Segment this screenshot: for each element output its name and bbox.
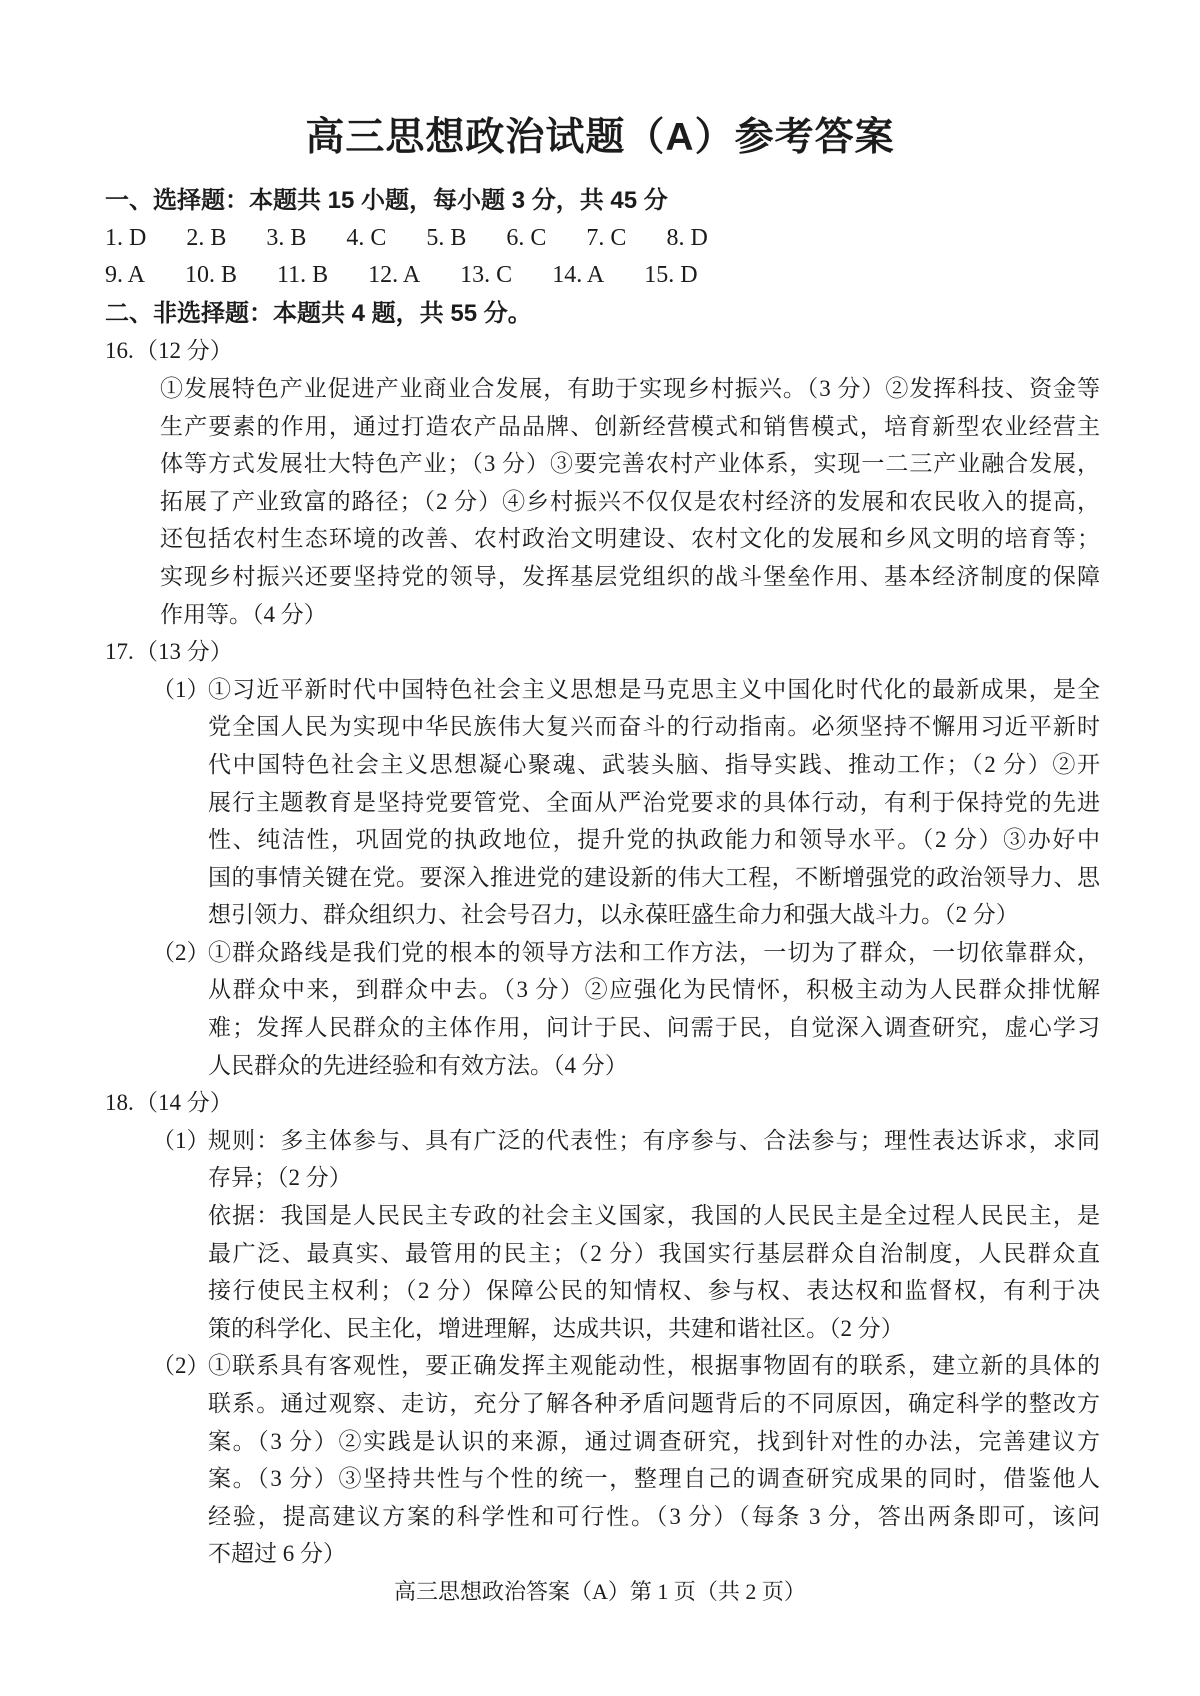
question — [105, 633, 1100, 1084]
sub-question-marker: （1） — [152, 676, 210, 702]
answer-line: 还包括农村生态环境的改善、农村政治文明建设、农村文化的发展和乡风文明的培育等； — [160, 526, 1100, 552]
answer-line: 拓展了产业致富的路径；（2 分）④乡村振兴不仅仅是农村经济的发展和农民收入的提高， — [160, 488, 1100, 514]
answer-block — [105, 1122, 1100, 1348]
answer-item: 12. A — [368, 262, 421, 289]
answer-line: ①习近平新时代中国特色社会主义思想是马克思主义中国化时代化的最新成果，是全 — [208, 676, 1100, 702]
answer-row — [105, 257, 1100, 295]
question — [105, 1084, 1100, 1573]
sub-question-marker: （1） — [152, 1127, 210, 1153]
answer-block — [105, 1347, 1100, 1573]
answer-item: 8. D — [666, 224, 708, 251]
answer-line: 作用等。（4 分） — [160, 601, 327, 627]
answer-line: ①发展特色产业促进产业商业合发展，有助于实现乡村振兴。（3 分）②发挥科技、资金等 — [160, 375, 1100, 401]
answer-line: 从群众中来，到群众中去。（3 分）②应强化为民情怀，积极主动为人民群众排忧解 — [208, 977, 1100, 1003]
answer-line: 接行使民主权利；（2 分）保障公民的知情权、参与权、表达权和监督权，有利于决 — [208, 1278, 1100, 1304]
answer-line: 难；发挥人民群众的主体作用，问计于民、问需于民，自觉深入调查研究，虚心学习 — [208, 1015, 1100, 1041]
questions — [105, 332, 1100, 1573]
answer-item: 7. C — [586, 224, 627, 251]
answer-line: ①群众路线是我们党的根本的领导方法和工作方法，一切为了群众，一切依靠群众， — [208, 939, 1100, 965]
question-score: （12 分） — [135, 338, 233, 364]
question-number: 18. — [105, 1090, 134, 1116]
answer-line: 党全国人民为实现中华民族伟大复兴而奋斗的行动指南。必须坚持不懈用习近平新时 — [208, 714, 1100, 740]
answer-lines — [208, 1347, 1100, 1573]
answer-line: 体等方式发展壮大特色产业；（3 分）③要完善农村产业体系，实现一二三产业融合发展， — [160, 451, 1100, 477]
answer-line: 人民群众的先进经验和有效方法。（4 分） — [208, 1052, 628, 1078]
question-header — [105, 1084, 1100, 1122]
answer-line: 案。（3 分）②实践是认识的来源，通过调查研究，找到针对性的办法，完善建议方 — [208, 1428, 1100, 1454]
answer-item: 5. B — [426, 224, 467, 251]
answer-line: 性、纯洁性，巩固党的执政地位，提升党的执政能力和领导水平。（2 分）③办好中 — [208, 827, 1100, 853]
answer-line: 国的事情关键在党。要深入推进党的建设新的伟大工程，不断增强党的政治领导力、思 — [208, 864, 1100, 890]
answer-item: 13. C — [460, 262, 513, 289]
answer-line: 想引领力、群众组织力、社会号召力，以永葆旺盛生命力和强大战斗力。（2 分） — [208, 902, 1019, 928]
question — [105, 332, 1100, 633]
page-footer: 高三思想政治答案（A）第 1 页（共 2 页） — [394, 1578, 806, 1604]
answer-item: 9. A — [105, 262, 146, 289]
answer-item: 15. D — [644, 262, 698, 289]
answer-item: 10. B — [185, 262, 238, 289]
answer-item: 1. D — [105, 224, 147, 251]
section1-heading: 一、选择题：本题共 15 小题，每小题 3 分，共 45 分 — [105, 187, 668, 214]
question-header — [105, 633, 1100, 671]
answer-line: 依据：我国是人民民主专政的社会主义国家，我国的人民民主是全过程人民民主，是 — [208, 1203, 1100, 1229]
answer-line: 联系。通过观察、走访，充分了解各种矛盾问题背后的不同原因，确定科学的整改方 — [208, 1391, 1100, 1416]
answer-line: 实现乡村振兴还要坚持党的领导，发挥基层党组织的战斗堡垒作用、基本经济制度的保障 — [160, 563, 1100, 589]
answer-block — [105, 934, 1100, 1084]
answer-item: 4. C — [346, 224, 387, 251]
question-score: （13 分） — [135, 639, 233, 665]
section2-heading: 二、非选择题：本题共 4 题，共 55 分。 — [105, 299, 532, 327]
answer-line: ①联系具有客观性，要正确发挥主观能动性，根据事物固有的联系，建立新的具体的 — [208, 1353, 1100, 1379]
answer-lines — [208, 671, 1100, 934]
question-number: 16. — [105, 338, 134, 364]
answer-line: 最广泛、最真实、最管用的民主；（2 分）我国实行基层群众自治制度，人民群众直 — [208, 1240, 1100, 1266]
answer-item: 14. A — [552, 262, 605, 289]
answer-line: 不超过 6 分） — [208, 1541, 346, 1567]
answer-row — [105, 220, 1100, 258]
document-content — [105, 182, 1100, 1573]
choice-answer-rows — [105, 220, 1100, 295]
answer-item: 3. B — [266, 224, 307, 251]
answer-line: 规则：多主体参与、具有广泛的代表性；有序参与、合法参与；理性表达诉求，求同 — [208, 1127, 1100, 1153]
answer-line: 策的科学化、民主化，增进理解，达成共识，共建和谐社区。（2 分） — [208, 1315, 904, 1341]
page-title: 高三思想政治试题（A）参考答案 — [305, 116, 895, 159]
sub-question-marker: （2） — [152, 939, 210, 965]
question-number: 17. — [105, 639, 134, 665]
answer-line: 展行主题教育是坚持党要管党、全面从严治党要求的具体行动，有利于保持党的先进 — [208, 789, 1100, 815]
answer-line: 经验，提高建议方案的科学性和可行性。（3 分）（每条 3 分，答出两条即可，该问 — [208, 1503, 1100, 1529]
answer-line: 存异；（2 分） — [208, 1165, 352, 1191]
sub-question-marker: （2） — [152, 1353, 210, 1379]
answer-lines — [208, 934, 1100, 1084]
answer-lines — [208, 1122, 1100, 1348]
answer-line: 生产要素的作用，通过打造农产品品牌、创新经营模式和销售模式，培育新型农业经营主 — [160, 413, 1100, 439]
answer-line: 代中国特色社会主义思想凝心聚魂、武装头脑、指导实践、推动工作；（2 分）②开 — [208, 751, 1100, 777]
answer-lines — [160, 370, 1100, 633]
answer-block — [105, 671, 1100, 934]
answer-item: 6. C — [506, 224, 547, 251]
question-header — [105, 332, 1100, 370]
question-score: （14 分） — [135, 1090, 233, 1116]
answer-line: 案。（3 分）③坚持共性与个性的统一，整理自己的调查研究成果的同时，借鉴他人 — [208, 1466, 1100, 1492]
answer-item: 2. B — [186, 224, 227, 251]
answer-block — [105, 370, 1100, 633]
answer-item: 11. B — [277, 262, 329, 289]
